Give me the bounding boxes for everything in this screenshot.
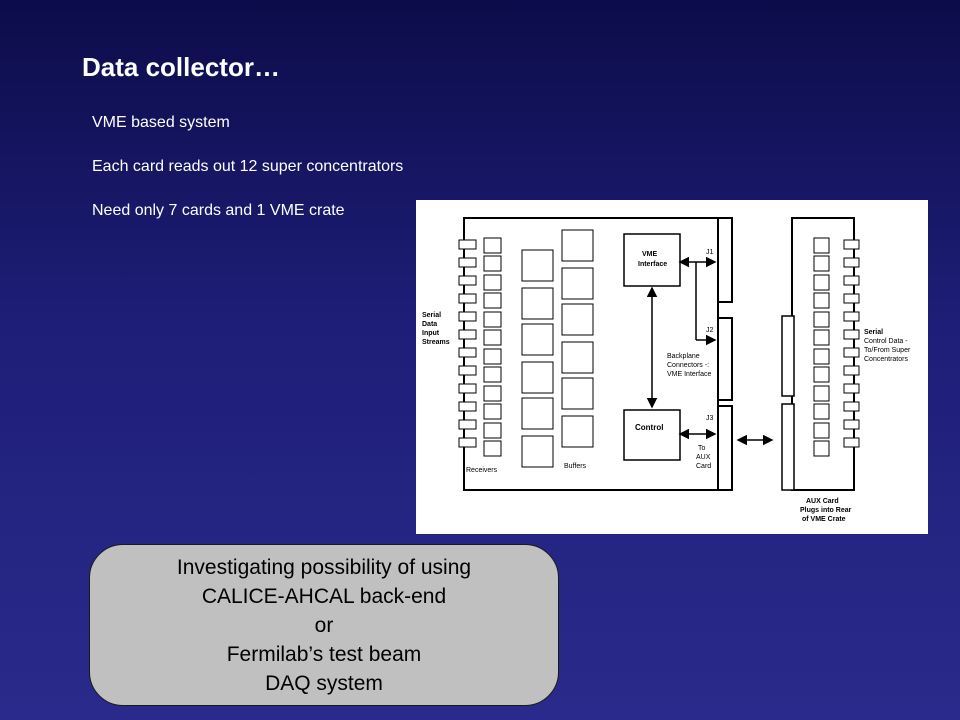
callout-line: or (314, 613, 334, 637)
label-buffers: Buffers (564, 463, 587, 470)
label-serial-control-2: Control Data - (864, 338, 908, 345)
connector-j2 (718, 318, 732, 400)
aux-output-connectors (844, 240, 859, 447)
label-to-aux-1: To (698, 445, 706, 452)
label-vme-1: VME (642, 251, 658, 258)
callout-line: CALICE-AHCAL back-end (201, 584, 447, 608)
aux-chips (814, 238, 829, 456)
label-backplane-2: Connectors -: (667, 362, 710, 369)
callout-line: Fermilab’s test beam (226, 642, 422, 666)
label-to-aux-3: Card (696, 463, 712, 470)
label-serial-control-3: To/From Super (864, 347, 911, 354)
label-backplane-3: VME Interface (667, 371, 712, 378)
connector-j1 (718, 218, 732, 302)
aux-connector-bottom (782, 404, 794, 490)
label-serial-input-3: Input (422, 330, 440, 337)
label-receivers: Receivers (466, 467, 498, 474)
control-block (624, 410, 680, 460)
label-serial-input-1: Serial (422, 312, 442, 319)
slide-title: Data collector… (82, 52, 280, 82)
vme-interface-block (624, 234, 680, 286)
buffer-chips (522, 230, 593, 467)
label-j3: J3 (706, 415, 714, 422)
label-serial-input-4: Streams (422, 339, 450, 346)
callout-line: Investigating possibility of using (176, 555, 472, 579)
connector-j3 (718, 406, 732, 490)
label-to-aux-2: AUX (696, 454, 711, 461)
receiver-chips (484, 238, 501, 456)
bullet-card-readout: Each card reads out 12 super concentrators (92, 158, 404, 175)
bullet-vme-based: VME based system (92, 114, 230, 131)
label-j2: J2 (706, 327, 714, 334)
label-j1: J1 (706, 249, 714, 256)
label-serial-control-4: Concentrators (864, 356, 908, 363)
label-serial-control-1: Serial (864, 329, 884, 336)
aux-connector-top (782, 316, 794, 396)
label-serial-input-2: Data (422, 321, 438, 328)
callout-investigation (89, 544, 559, 706)
label-aux-card-3: of VME Crate (802, 516, 846, 523)
label-control: Control (635, 423, 664, 432)
input-connectors (459, 240, 476, 447)
label-aux-card-2: Plugs into Rear (800, 507, 852, 514)
label-aux-card-1: AUX Card (806, 498, 839, 505)
label-vme-2: Interface (638, 261, 668, 268)
callout-line: DAQ system (265, 671, 383, 695)
label-backplane-1: Backplane (667, 353, 700, 360)
vme-card-diagram (416, 200, 928, 534)
bullet-cards-needed: Need only 7 cards and 1 VME crate (92, 202, 345, 219)
